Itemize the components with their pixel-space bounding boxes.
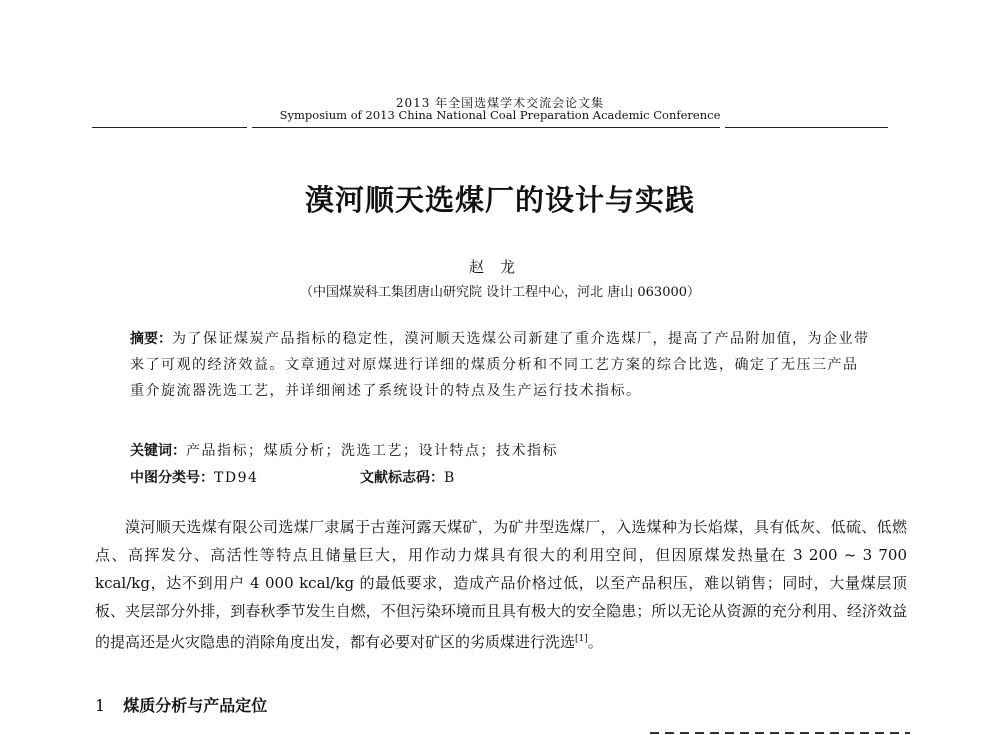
keywords-label: 关键词： xyxy=(130,443,186,459)
intro-text: 漠河顺天选煤有限公司选煤厂隶属于古莲河露天煤矿，为矿井型选煤厂，入选煤种为长焰煤，具有低灰、低硫、低燃点、高挥发分、高活性等特点且储量巨大，用作动力煤具有很大的利用空间，但因原煤发热量在 3 200 ~ 3 700 kcal/kg，达不到用户 4 000 kcal/kg 的最低要求，造成产品价格过低，以至产品积压，难以销售；同时，大量煤层顶板、夹层部分外排，到春秋季节发生自燃，不但污染环境而且具有极大的安全隐患；所以无论从资源的充分利用、经济效益的提高还是火灾隐患的消除角度出发，都有必要对矿区的劣质煤进行洗选 xyxy=(95,518,907,651)
keywords-text: 产品指标；煤质分析；洗选工艺；设计特点；技术指标 xyxy=(186,443,558,459)
abstract-label: 摘要： xyxy=(130,331,172,347)
classification-line xyxy=(130,467,456,487)
section-number: 1 xyxy=(95,696,106,715)
journal-header-cn: 2013 年全国选煤学术交流会论文集 xyxy=(395,96,605,110)
section-title: 煤质分析与产品定位 xyxy=(123,696,268,715)
header-rule-center xyxy=(252,127,720,128)
abstract xyxy=(130,326,872,404)
intro-paragraph xyxy=(95,513,907,656)
clc-label: 中图分类号： xyxy=(130,470,214,486)
clc-value: TD94 xyxy=(214,470,259,486)
paper-title: 漠河顺天选煤厂的设计与实践 xyxy=(304,183,695,217)
doc-code-label: 文献标志码： xyxy=(360,470,444,486)
section-heading xyxy=(95,693,267,716)
journal-header-en: Symposium of 2013 China National Coal Preparation Academic Conference xyxy=(279,108,721,122)
abstract-text: 为了保证煤炭产品指标的稳定性，漠河顺天选煤公司新建了重介选煤厂，提高了产品附加值，为企业带来了可观的经济效益。文章通过对原煤进行详细的煤质分析和不同工艺方案的综合比选，确定了无压三产品重介旋流器洗选工艺，并详细阐述了系统设计的特点及生产运行技术指标。 xyxy=(130,331,870,399)
cut-off-text-line xyxy=(650,729,910,735)
citation-ref: [1] xyxy=(575,634,588,644)
header-rule-right xyxy=(725,127,888,128)
author-affiliation: （中国煤炭科工集团唐山研究院 设计工程中心，河北 唐山 063000） xyxy=(299,285,701,300)
intro-end: 。 xyxy=(587,633,603,651)
document-code xyxy=(360,467,456,487)
header-rule-left xyxy=(92,127,247,128)
author-name: 赵龙 xyxy=(468,258,531,276)
doc-code-value: B xyxy=(444,470,456,486)
keywords xyxy=(130,440,558,460)
